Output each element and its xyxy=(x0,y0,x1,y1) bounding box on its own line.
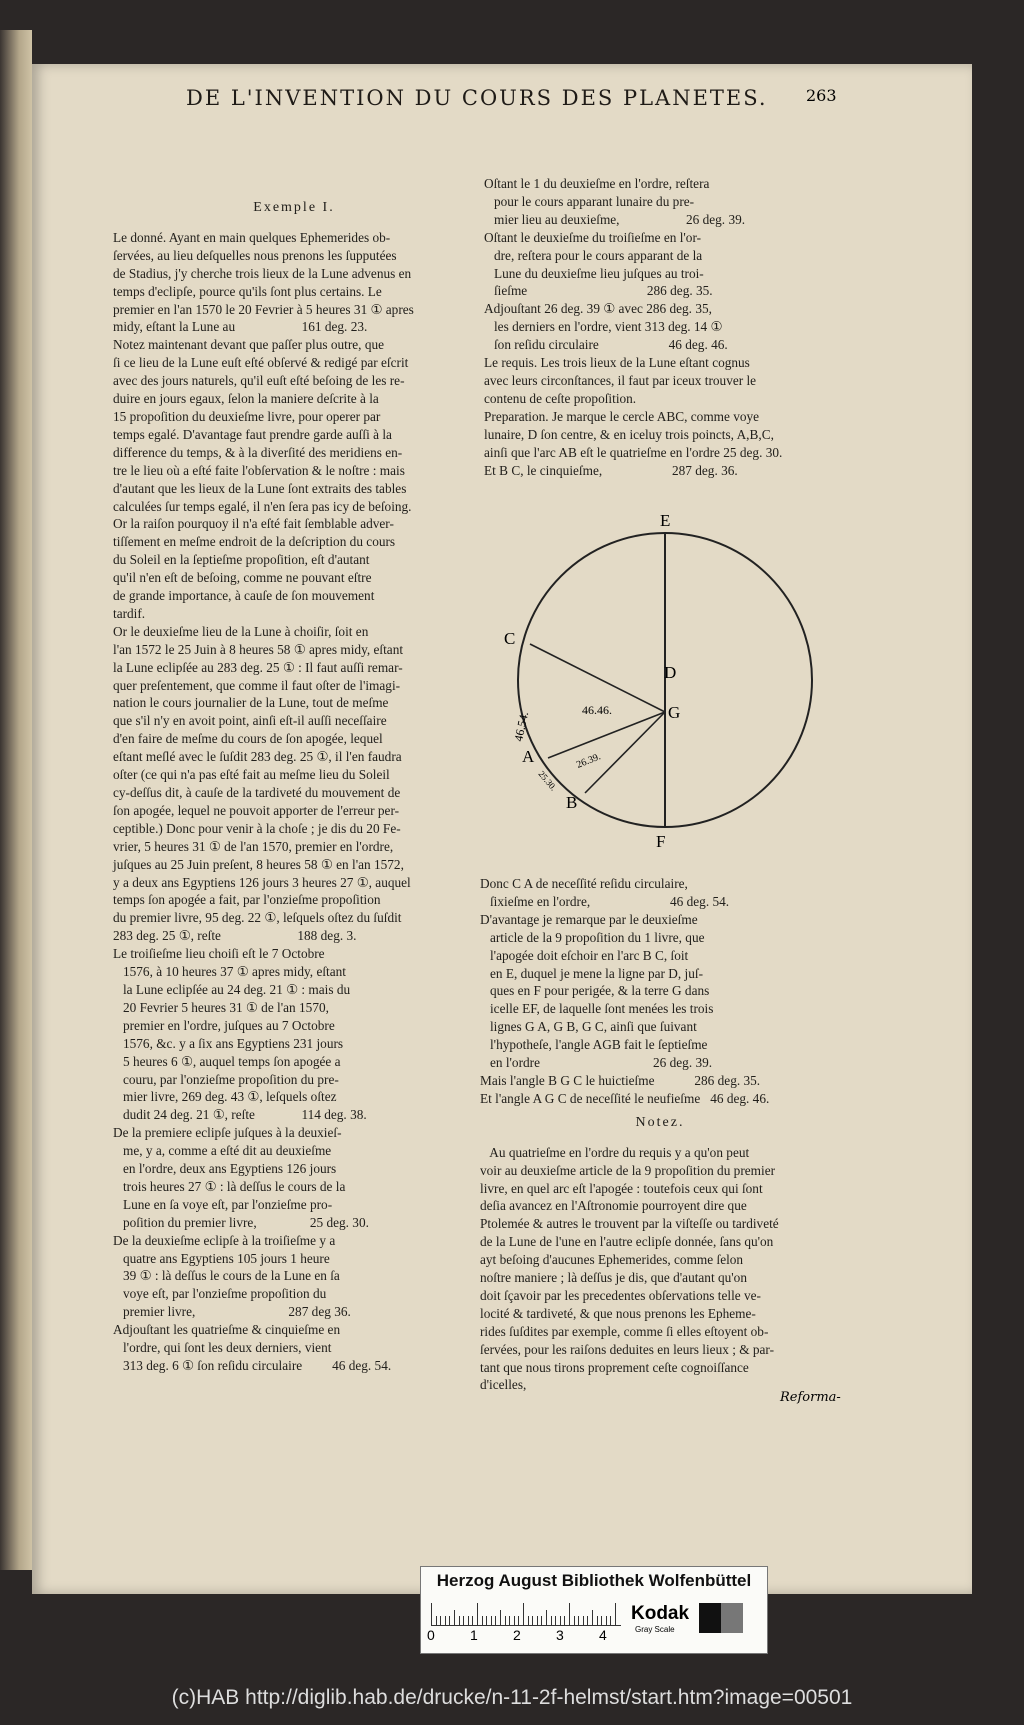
scale-numbers xyxy=(427,1627,642,1643)
ruler-tick xyxy=(436,1616,437,1625)
ruler-tick xyxy=(500,1610,501,1625)
ruler-tick xyxy=(551,1616,552,1625)
text-line: ceptible.) Donc pour venir à la choſe ; je dis du 20 Fe- xyxy=(113,820,401,836)
text-line: voir au deuxieſme article de la 9 propoſition du premier xyxy=(480,1162,776,1178)
scale-number: 3 xyxy=(556,1627,564,1643)
ruler-tick xyxy=(541,1616,542,1625)
text-line: en l'ordre, deux ans Egyptiens 126 jours xyxy=(113,1161,337,1177)
ruler-tick xyxy=(440,1616,441,1625)
text-line: D'avantage je remarque par le deuxieſme xyxy=(480,911,698,927)
ruler-tick xyxy=(606,1616,607,1625)
text-line: difference du temps, & à la diverſité des meridiens en- xyxy=(113,444,403,460)
text-line: lignes G A, G B, G C, ainſi que ſuivant xyxy=(480,1019,697,1035)
black-swatch xyxy=(699,1603,721,1633)
text-line: ſon reſidu circulaire 46 deg. 46. xyxy=(484,337,728,353)
ruler-tick xyxy=(601,1616,602,1625)
text-line: premier en l'an 1570 le 20 Fevrier à 5 heures 31 ① apres xyxy=(113,301,414,317)
text-line: Au quatrieſme en l'ordre du requis y a qu'on peut xyxy=(480,1144,750,1160)
text-line: pour le cours apparant lunaire du pre- xyxy=(484,193,695,209)
text-line: l'hypotheſe, l'angle AGB fait le ſeptieſme xyxy=(480,1037,708,1053)
text-line: eſtant meſlé avec le ſuſdit 283 deg. 25 ①, il l'en faudra xyxy=(113,749,402,765)
ruler-tick xyxy=(597,1616,598,1625)
text-line: ques en F pour perigée, & la terre G dans xyxy=(480,983,710,999)
text-line: Notez maintenant devant que paſſer plus outre, que xyxy=(113,337,385,353)
text-line: contenu de ceſte propoſition. xyxy=(484,390,637,406)
ruler-tick xyxy=(445,1616,446,1625)
ruler-tick xyxy=(546,1610,547,1625)
text-line: De la premiere eclipſe juſques à la deuxieſ- xyxy=(113,1125,342,1141)
text-line: voye eſt, par l'onzieſme propoſition du xyxy=(113,1286,327,1302)
text-line: ſi ce lieu de la Lune euſt eſté obſervé & redigé par eſcrit xyxy=(113,355,409,371)
text-line: premier en l'ordre, juſques au 7 Octobre xyxy=(113,1017,335,1033)
ruler-tick xyxy=(523,1603,524,1625)
ruler-tick xyxy=(528,1616,529,1625)
ruler-tick xyxy=(482,1616,483,1625)
ruler-tick xyxy=(537,1616,538,1625)
text-line: temps egalé. D'avantage faut prendre garde auſſi à la xyxy=(113,426,392,442)
text-line: tant que nous tirons proprement ceſte cognoiſſance xyxy=(480,1359,749,1375)
line-gc xyxy=(530,644,665,712)
arc-ca-label: 46.54. xyxy=(511,710,532,743)
running-header: DE L'INVENTION DU COURS DES PLANETES. xyxy=(186,86,768,110)
label-a: A xyxy=(522,747,535,766)
text-line: temps d'eclipſe, pource qu'ils ſont plus certains. Le xyxy=(113,283,382,299)
ruler-tick xyxy=(578,1616,579,1625)
library-name: Herzog August Bibliothek Wolfenbüttel xyxy=(436,1571,752,1590)
ruler-tick xyxy=(587,1616,588,1625)
text-line: Donc C A de neceſſité reſidu circulaire, xyxy=(480,876,688,891)
text-line: ſervées, au lieu deſquelles nous prenons les ſupputées xyxy=(113,247,397,263)
line-ga xyxy=(548,712,665,758)
text-line: du premier livre, 95 deg. 22 ①, leſquels oſtez du ſuſdit xyxy=(113,910,402,926)
text-line: 1576, à 10 heures 37 ① apres midy, eſtant xyxy=(113,964,346,980)
text-line: l'ordre, qui ſont les deux derniers, vient xyxy=(113,1340,332,1356)
angle-agb-label: 26.39. xyxy=(575,751,603,771)
label-e: E xyxy=(660,512,671,530)
arc-ab-label: 25.30. xyxy=(536,768,559,793)
ruler-tick xyxy=(491,1616,492,1625)
text-line: me, y a, comme a eſté dit au deuxieſme xyxy=(113,1143,332,1159)
text-line: Le requis. Les trois lieux de la Lune eſtant cognus xyxy=(484,355,750,371)
label-d: D xyxy=(664,663,677,682)
text-line: premier livre, 287 deg 36. xyxy=(113,1304,351,1320)
label-b: B xyxy=(566,793,578,812)
scale-number: 0 xyxy=(427,1627,435,1643)
ruler-tick xyxy=(463,1616,464,1625)
text-line: dre, reſtera pour le cours apparant de la xyxy=(484,247,703,263)
text-line: ſon apogée, lequel ne pouvoit apporter de l'erreur per- xyxy=(113,802,400,818)
text-line: vrier, 5 heures 31 ① de l'an 1570, premier en l'ordre, xyxy=(113,838,394,854)
text-line: ſieſme 286 deg. 35. xyxy=(484,283,713,299)
geometry-diagram xyxy=(500,512,820,852)
scale-ruler xyxy=(431,1601,621,1626)
right-bottom-text xyxy=(480,875,840,1108)
text-line: en E, duquel je mene la ligne par D, juſ- xyxy=(480,965,704,981)
text-line: ayt beſoing d'aucunes Ephemerides, comme ſelon xyxy=(480,1252,744,1268)
ruler-tick xyxy=(532,1616,533,1625)
text-line: de Stadius, j'y cherche trois lieux de la Lune advenus en xyxy=(113,265,412,281)
text-line: icelle EF, de laquelle ſont menées les trois xyxy=(480,1001,714,1017)
text-line: avec leurs circonſtances, il faut par iceux trouver le xyxy=(484,372,757,388)
text-line: de la Lune de l'une en l'autre eclipſe donnée, ſans qu'on xyxy=(480,1234,774,1250)
text-line: d'autant que les lieux de la Lune ſont extraits des tables xyxy=(113,480,407,496)
text-line: d'en faire de meſme du cours de ſon apogée, lequel xyxy=(113,731,383,747)
label-c: C xyxy=(504,629,516,648)
text-line: duire en jours egaux, ſelon la maniere deſcrite à la xyxy=(113,391,379,407)
text-line: quatre ans Egyptiens 105 jours 1 heure xyxy=(113,1250,330,1266)
ruler-tick xyxy=(560,1616,561,1625)
gray-swatch xyxy=(721,1603,743,1633)
text-line: juſques au 25 Juin preſent, 8 heures 58 ① en l'an 1572, xyxy=(113,856,404,872)
color-scale-card xyxy=(420,1566,768,1654)
ruler-tick xyxy=(564,1616,565,1625)
text-line: trois heures 27 ① : là deſſus le cours de la xyxy=(113,1178,346,1194)
text-line: Oſtant le deuxieſme du troiſieſme en l'or- xyxy=(484,229,702,245)
text-line: mier livre, 269 deg. 43 ①, leſquels oſtez xyxy=(113,1089,337,1105)
text-line: Oſtant le 1 du deuxieſme en l'ordre, reſtera xyxy=(484,176,710,191)
text-line: doit ſçavoir par les precedentes obſervations telle ve- xyxy=(480,1287,761,1303)
text-line: Et B C, le cinquieſme, 287 deg. 36. xyxy=(484,462,738,478)
label-f: F xyxy=(656,832,666,851)
text-line: ſervées, pour les raiſons deduites en leurs lieux ; & par- xyxy=(480,1341,775,1357)
text-line: avec des jours naturels, qu'il euſt eſté beſoing de les re- xyxy=(113,373,405,389)
ruler-tick xyxy=(495,1616,496,1625)
label-g: G xyxy=(668,703,681,722)
text-line: dudit 24 deg. 21 ①, reſte 114 deg. 38. xyxy=(113,1107,367,1123)
left-column-text xyxy=(113,229,475,1375)
ruler-tick xyxy=(431,1603,432,1625)
notez-text xyxy=(480,1144,840,1395)
ruler-tick xyxy=(486,1616,487,1625)
notez-heading: Notez. xyxy=(635,1114,685,1130)
text-line: Le troiſieſme lieu choiſi eſt le 7 Octobre xyxy=(113,946,325,962)
text-line: Preparation. Je marque le cercle ABC, comme voye xyxy=(484,408,760,424)
text-line: 313 deg. 6 ① ſon reſidu circulaire 46 deg. 54. xyxy=(113,1358,392,1373)
kodak-logo: Kodak xyxy=(631,1603,690,1624)
text-line: temps ſon apogée a fait, par l'onzieſme propoſition xyxy=(113,892,381,908)
text-line: livre, en quel arc eſt l'apogée : toutefois ceux qui ſont xyxy=(480,1180,763,1196)
scale-number: 4 xyxy=(599,1627,607,1643)
text-line: oſter (ce qui n'a pas eſté fait au meſme lieu du Soleil xyxy=(113,767,390,783)
text-line: Le donné. Ayant en main quelques Ephemerides ob- xyxy=(113,229,391,245)
ruler-tick xyxy=(592,1610,593,1625)
text-line: la Lune eclipſée au 283 deg. 25 ① : Il faut auſſi remar- xyxy=(113,659,403,675)
right-top-text xyxy=(484,175,838,479)
text-line: qu'il n'en eſt de beſoing, comme ne pouvant eſtre xyxy=(113,570,372,586)
text-line: Mais l'angle B G C le huictieſme 286 deg. 35. xyxy=(480,1072,761,1088)
ruler-tick xyxy=(449,1616,450,1625)
gray-scale-label: Gray Scale xyxy=(635,1625,675,1634)
text-line: d'icelles, xyxy=(480,1377,527,1393)
text-line: 20 Fevrier 5 heures 31 ① de l'an 1570, xyxy=(113,999,329,1015)
right-column-bottom xyxy=(480,875,840,1394)
left-column xyxy=(113,193,475,1375)
text-line: deſia avancez en l'Aſtronomie pourroyent dire que xyxy=(480,1198,747,1214)
adjacent-page-edge xyxy=(0,30,32,1570)
text-line: Lune du deuxieſme lieu juſques au troi- xyxy=(484,265,704,281)
text-line: noſtre maniere ; là deſſus je dis, que d'autant qu'on xyxy=(480,1270,747,1286)
text-line: article de la 9 propoſition du 1 livre, que xyxy=(480,929,705,945)
text-line: calculées ſur temps egalé, il n'en ſera pas icy de beſoing. xyxy=(113,498,412,514)
ruler-tick xyxy=(569,1603,570,1625)
text-line: l'apogée doit eſchoir en l'arc B C, ſoit xyxy=(480,947,689,963)
text-line: du Soleil en la ſeptieſme propoſition, eſt d'autant xyxy=(113,552,370,568)
text-line: ſixieſme en l'ordre, 46 deg. 54. xyxy=(480,893,730,909)
ruler-tick xyxy=(505,1616,506,1625)
text-line: de grande importance, à cauſe de ſon mouvement xyxy=(113,588,375,604)
ruler-tick xyxy=(583,1616,584,1625)
text-line: Or le deuxieſme lieu de la Lune à choiſir, ſoit en xyxy=(113,623,369,639)
text-line: couru, par l'onzieſme propoſition du pre- xyxy=(113,1071,339,1087)
ruler-tick xyxy=(610,1616,611,1625)
text-line: tiſſement en meſme endroit de la deſcription du cours xyxy=(113,534,396,550)
ruler-tick xyxy=(574,1616,575,1625)
ruler-tick xyxy=(468,1616,469,1625)
right-column-top xyxy=(484,175,838,479)
text-line: Or la raiſon pourquoy il n'a eſté fait ſemblable adver- xyxy=(113,516,394,532)
text-line: en l'ordre 26 deg. 39. xyxy=(480,1055,713,1071)
scale-number: 2 xyxy=(513,1627,521,1643)
text-line: De la deuxieſme eclipſe à la troiſieſme y a xyxy=(113,1232,336,1248)
text-line: 15 propoſition du deuxieſme livre, pour operer par xyxy=(113,408,381,424)
ruler-tick xyxy=(514,1616,515,1625)
text-line: poſition du premier livre, 25 deg. 30. xyxy=(113,1214,369,1230)
page-number: 263 xyxy=(806,86,837,105)
text-line: midy, eſtant la Lune au 161 deg. 23. xyxy=(113,319,368,335)
text-line: y a deux ans Egyptiens 126 jours 3 heures 27 ①, auquel xyxy=(113,874,411,890)
text-line: lunaire, D ſon centre, & en iceluy trois poincts, A,B,C, xyxy=(484,426,774,442)
text-line: Et l'angle A G C de neceſſité le neufieſme 46 deg. 46. xyxy=(480,1090,770,1106)
text-line: mier lieu au deuxieſme, 26 deg. 39. xyxy=(484,211,746,227)
ruler-tick xyxy=(518,1616,519,1625)
text-line: 5 heures 6 ①, auquel temps ſon apogée a xyxy=(113,1053,341,1069)
text-line: tardif. xyxy=(113,605,146,621)
angle-agc-label: 46.46. xyxy=(582,703,612,717)
ruler-tick xyxy=(472,1616,473,1625)
text-line: 1576, &c. y a ſix ans Egyptiens 231 jours xyxy=(113,1035,344,1051)
ruler-tick xyxy=(454,1610,455,1625)
text-line: quer preſentement, que comme il faut oſter de l'imagi- xyxy=(113,677,401,693)
source-url: (c)HAB http://diglib.hab.de/drucke/n-11-2f-helmst/start.htm?image=00501 xyxy=(171,1686,853,1709)
text-line: nation le cours journalier de la Lune, tout de meſme xyxy=(113,695,389,711)
example-heading: Exemple I. xyxy=(253,200,335,215)
text-line: 39 ① : là deſſus le cours de la Lune en ſa xyxy=(113,1268,340,1284)
text-line: 283 deg. 25 ①, reſte 188 deg. 3. xyxy=(113,928,357,944)
text-line: Lune en ſa voye eſt, par l'onzieſme pro- xyxy=(113,1196,333,1212)
text-line: ainſi que l'arc AB eſt le quatrieſme en l'ordre 25 deg. 30. xyxy=(484,444,783,460)
ruler-tick xyxy=(555,1616,556,1625)
ruler-tick xyxy=(459,1616,460,1625)
text-line: locité & tardiveté, & que nous prenons les Epheme- xyxy=(480,1305,756,1321)
ruler-tick xyxy=(615,1603,616,1625)
text-line: la Lune eclipſée au 24 deg. 21 ① : mais du xyxy=(113,981,351,997)
text-line: tre le lieu où a eſté faite l'obſervation & le noſtre : mais xyxy=(113,462,405,478)
scale-number: 1 xyxy=(470,1627,478,1643)
text-line: cy-deſſus dit, à cauſe de la tardiveté du mouvement de xyxy=(113,785,401,800)
text-line: les derniers en l'ordre, vient 313 deg. 14 ① xyxy=(484,319,723,335)
text-line: rides ſuſdites par exemple, comme ſi elles eſtoyent ob- xyxy=(480,1323,769,1339)
ruler-tick xyxy=(509,1616,510,1625)
text-line: l'an 1572 le 25 Juin à 8 heures 58 ① apres midy, eſtant xyxy=(113,641,404,657)
text-line: Adjouſtant les quatrieſme & cinquieſme en xyxy=(113,1322,341,1338)
text-line: Ptolemée & autres le trouvent par la viſteſſe ou tardiveté xyxy=(480,1216,779,1232)
ruler-tick xyxy=(477,1603,478,1625)
catchword: Reforma- xyxy=(780,1390,841,1405)
text-line: Adjouſtant 26 deg. 39 ① avec 286 deg. 35, xyxy=(484,301,712,317)
text-line: que s'il n'y en avoit point, ainſi eſt-il auſſi neceſſaire xyxy=(113,713,387,729)
